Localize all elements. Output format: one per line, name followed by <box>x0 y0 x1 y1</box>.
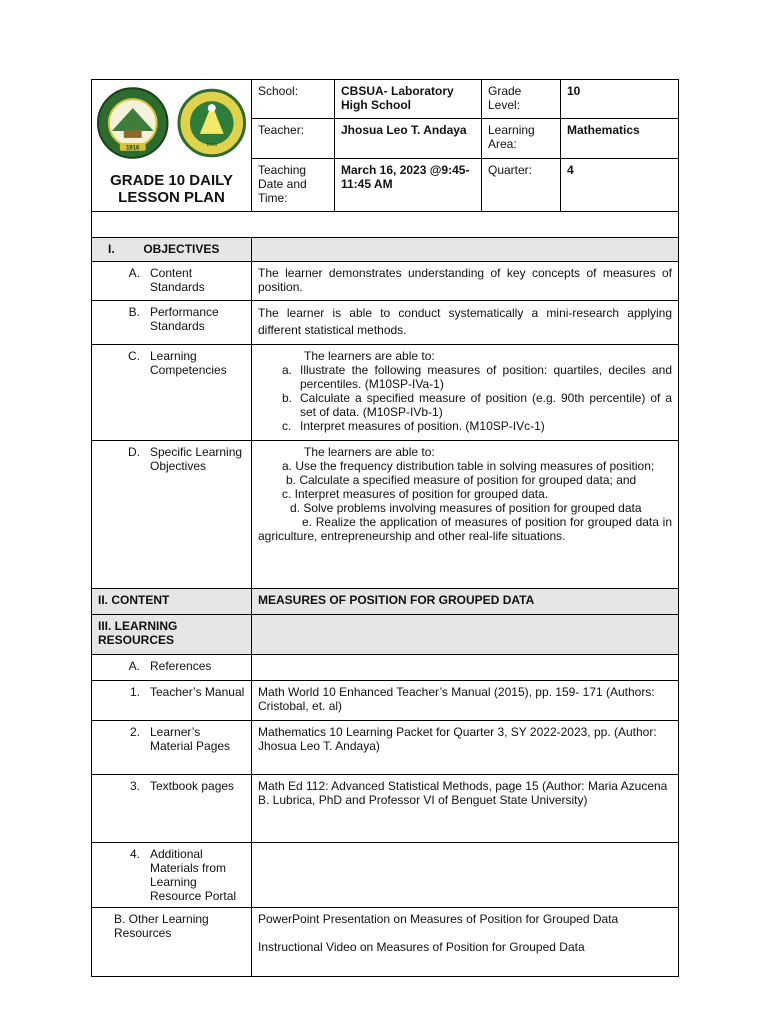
list-item: c. Interpret measures of position for grouped data. <box>282 487 549 501</box>
additional-materials-label: 4. Additional Materials from Learning Resource Portal <box>92 843 252 908</box>
list-item: a. Use the frequency distribution table in solving measures of position; <box>282 459 655 473</box>
lesson-plan-page <box>91 79 678 977</box>
learners-material-label: 2. Learner’s Material Pages <box>92 721 252 775</box>
content-heading: II. CONTENT <box>92 589 252 615</box>
resources-heading: III. LEARNING RESOURCES <box>92 615 252 655</box>
page-title: GRADE 10 DAILY LESSON PLAN <box>110 172 233 206</box>
list-item: d. Solve problems involving measures of position for grouped data <box>290 501 642 515</box>
other-resources-text: PowerPoint Presentation on Measures of Position for Grouped Data Instructional Video on Measures of Position for Grouped Data <box>252 908 679 977</box>
other-resources-label: B. Other Learning Resources <box>92 908 252 977</box>
list-item: e. Realize the application of measures of position for grouped data in agriculture, entrepreneurship and other real-life situations. <box>258 515 672 543</box>
objectives-heading: I. OBJECTIVES <box>92 238 252 262</box>
quarter-value: 4 <box>561 159 679 212</box>
performance-standards-text: The learner is able to conduct systematically a mini-research applying different statistical methods. <box>252 301 679 345</box>
content-value: MEASURES OF POSITION FOR GROUPED DATA <box>252 589 679 615</box>
spacer-row <box>92 212 679 238</box>
header-logo-cell <box>92 80 252 212</box>
teachers-manual-label: 1. Teacher’s Manual <box>92 681 252 721</box>
quarter-label: Quarter: <box>482 159 561 212</box>
logos <box>96 86 247 160</box>
school-label: School: <box>252 80 335 119</box>
learners-material-text: Mathematics 10 Learning Packet for Quarter 3, SY 2022-2023, pp. (Author: Jhosua Leo T. Andaya) <box>252 721 679 775</box>
specific-objectives-text: The learners are able to: a. Use the frequency distribution table in solving measures of position; b. Calculate a specified measure of position for grouped data; and c. Interpret measures of position for grouped data. d. Solve problems involving measures of position for grouped data e. Realize the application of measures of position for grouped data in agriculture, entrepreneurship and other real-life situations. <box>252 441 679 589</box>
svg-text:1916: 1916 <box>206 142 218 148</box>
grade-label: Grade Level: <box>482 80 561 119</box>
learning-competencies-label: C. Learning Competencies <box>92 345 252 441</box>
grade-value: 10 <box>561 80 679 119</box>
college-seal-icon <box>177 88 247 158</box>
teachers-manual-text: Math World 10 Enhanced Teacher’s Manual (2015), pp. 159- 171 (Authors: Cristobal, et. al) <box>252 681 679 721</box>
content-standards-label: A. Content Standards <box>92 262 252 301</box>
performance-standards-label: B. Performance Standards <box>92 301 252 345</box>
date-value: March 16, 2023 @9:45- 11:45 AM <box>335 159 482 212</box>
date-label: Teaching Date and Time: <box>252 159 335 212</box>
school-value: CBSUA- Laboratory High School <box>335 80 482 119</box>
lesson-plan-table <box>91 79 679 977</box>
bsu-seal-icon <box>96 86 169 160</box>
area-value: Mathematics <box>561 119 679 159</box>
svg-text:1916: 1916 <box>126 145 140 152</box>
resources-heading-blank <box>252 615 679 655</box>
list-item: b. Calculate a specified measure of position for grouped data; and <box>286 473 637 487</box>
textbook-pages-text: Math Ed 112: Advanced Statistical Methods, page 15 (Author: Maria Azucena B. Lubrica, PhD and Professor VI of Benguet State University) <box>252 775 679 843</box>
learning-competencies-text: The learners are able to: a. Illustrate the following measures of position: quartiles, deciles and percentiles. (M10SP-IVa-1) b. Calculate a specified measure of position (e.g. 90th percentile) of a set of data. (M10SP-IVb-1) c. Interpret measures of position. (M10SP-IVc-1) <box>252 345 679 441</box>
objectives-heading-blank <box>252 238 679 262</box>
content-standards-text: The learner demonstrates understanding of key concepts of measures of position. <box>252 262 679 301</box>
teacher-value: Jhosua Leo T. Andaya <box>335 119 482 159</box>
references-label: A. References <box>92 655 252 681</box>
references-blank <box>252 655 679 681</box>
additional-materials-text <box>252 843 679 908</box>
teacher-label: Teacher: <box>252 119 335 159</box>
area-label: Learning Area: <box>482 119 561 159</box>
textbook-pages-label: 3. Textbook pages <box>92 775 252 843</box>
specific-objectives-label: D. Specific Learning Objectives <box>92 441 252 589</box>
